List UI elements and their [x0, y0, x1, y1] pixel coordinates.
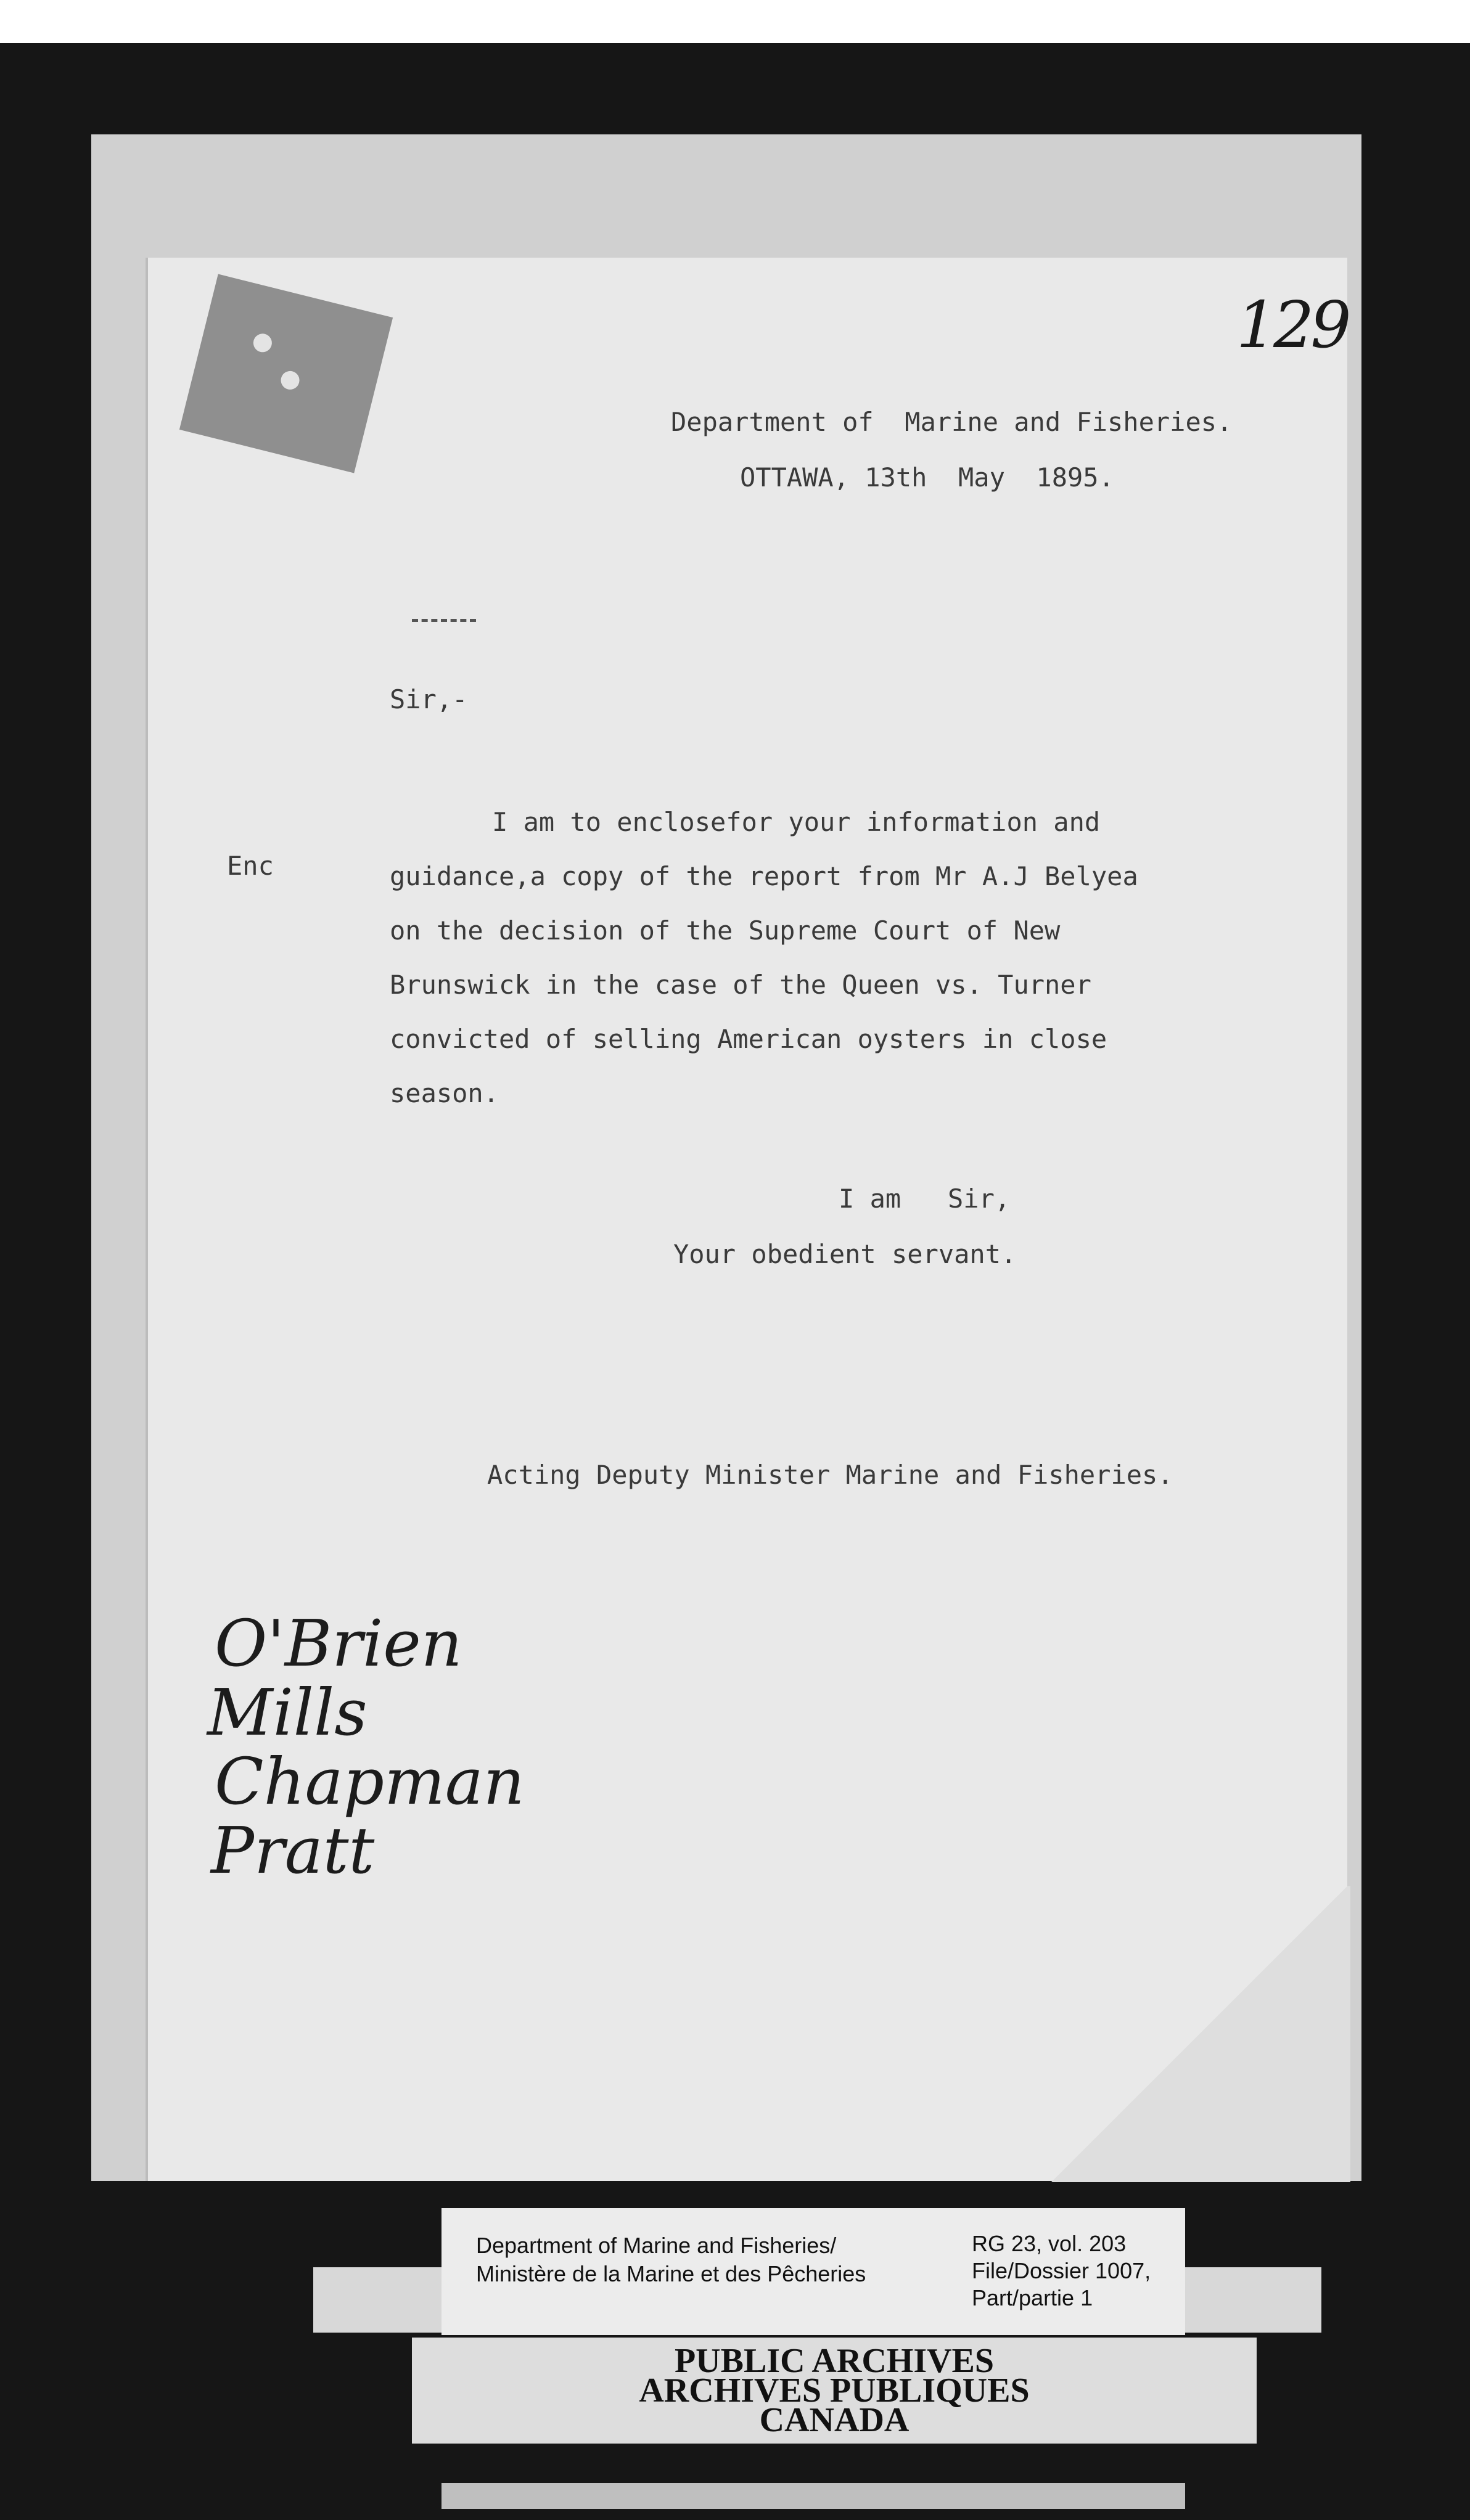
body-line: Brunswick in the case of the Queen vs. Turner — [390, 970, 1091, 1000]
signature-title: Acting Deputy Minister Marine and Fisheries. — [487, 1460, 1173, 1490]
body-line: I am to enclosefor your information and — [492, 807, 1101, 837]
handwritten-name: Mills — [207, 1675, 368, 1750]
dash-mark — [412, 619, 476, 628]
enclosure-margin-note: Enc — [227, 851, 274, 881]
folio-number: 129 — [1236, 287, 1348, 362]
clip-hole — [252, 332, 274, 354]
body-line: guidance,a copy of the report from Mr A.J Belyea — [390, 861, 1138, 891]
closing-line: Your obedient servant. — [673, 1239, 1017, 1269]
handwritten-name: Chapman — [215, 1744, 525, 1819]
reference-line: Part/partie 1 — [972, 2285, 1093, 2310]
archive-stamp — [412, 2338, 1257, 2444]
place-date-line: OTTAWA, 13th May 1895. — [740, 462, 1114, 493]
institution-line: Department of Marine and Fisheries/ — [476, 2233, 837, 2258]
reference-line: RG 23, vol. 203 — [972, 2231, 1127, 2256]
handwritten-name: Pratt — [211, 1813, 375, 1888]
letter-body — [390, 795, 1241, 1121]
catalog-card — [441, 2208, 1185, 2335]
body-line: on the decision of the Supreme Court of New — [390, 915, 1061, 946]
bottom-strip — [441, 2483, 1185, 2509]
handwritten-name: O'Brien — [215, 1606, 462, 1681]
institution-name — [476, 2232, 866, 2288]
archive-stamp-line: CANADA — [759, 2401, 910, 2439]
reference-number — [972, 2230, 1151, 2312]
body-line: convicted of selling American oysters in close — [390, 1024, 1107, 1054]
archive-stamp-line: PUBLIC ARCHIVES — [674, 2342, 995, 2380]
salutation: Sir,- — [390, 684, 468, 714]
clip-hole — [279, 369, 301, 391]
body-line: season. — [390, 1078, 499, 1108]
department-heading: Department of Marine and Fisheries. — [671, 407, 1233, 437]
archive-stamp-line: ARCHIVES PUBLIQUES — [639, 2371, 1030, 2410]
institution-line: Ministère de la Marine et des Pêcheries — [476, 2261, 866, 2286]
reference-line: File/Dossier 1007, — [972, 2258, 1151, 2283]
closing-line: I am Sir, — [839, 1184, 1011, 1214]
handwritten-initials — [207, 1606, 525, 1888]
folded-corner — [1048, 1886, 1350, 2182]
